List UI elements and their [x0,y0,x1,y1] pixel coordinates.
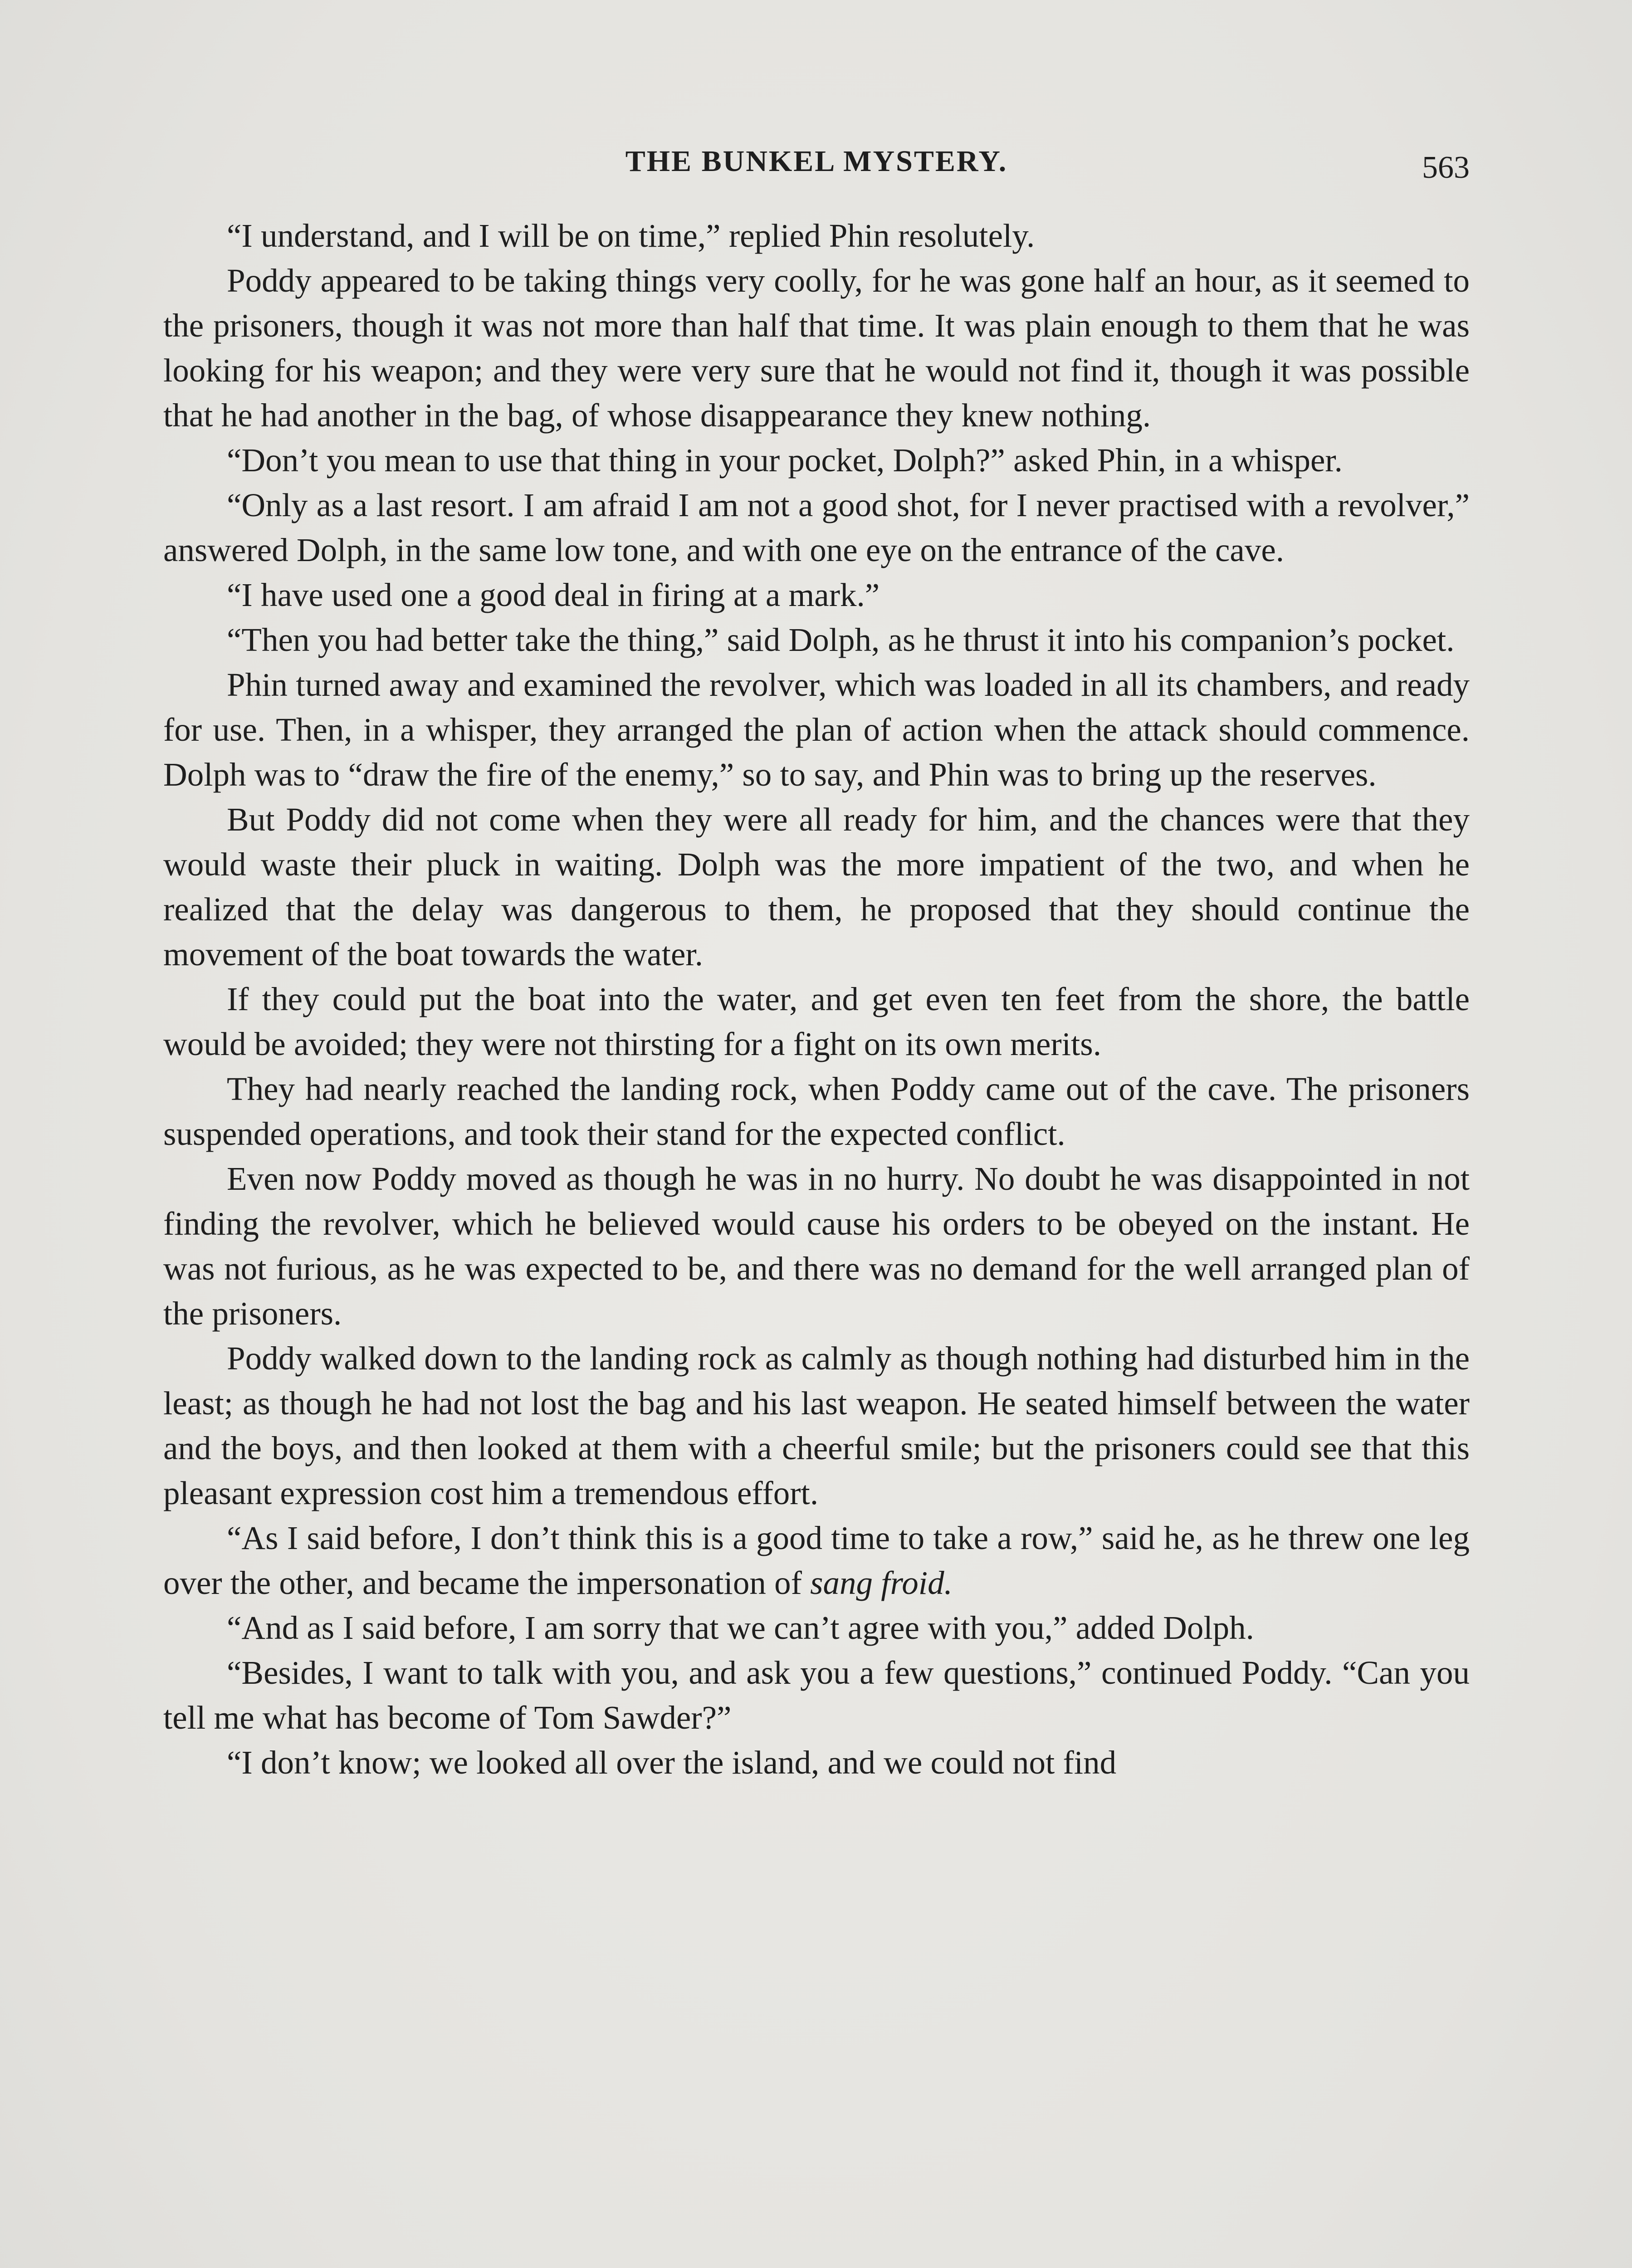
running-title: THE BUNKEL MYSTERY. [625,145,1008,178]
paragraph: “Only as a last resort. I am afraid I am not a good shot, for I never practised with a revolver,” answered Dolph, in the same low tone, and with one eye on the entrance of the cave. [163,487,1470,568]
paragraph: “Besides, I want to talk with you, and ask you a few questions,” continued Poddy. “Can you tell me what has become of Tom Sawder?” [163,1654,1470,1736]
body-text [163,213,1470,1785]
paragraph: “Then you had better take the thing,” said Dolph, as he thrust it into his companion’s pocket. [227,621,1455,658]
paragraph: Even now Poddy moved as though he was in no hurry. No doubt he was disappointed in not finding the revolver, which he believed would cause his orders to be obeyed on the instant. He was not furious, as he was expected to be, and there was no demand for the well arranged plan of the prisoners. [163,1160,1470,1332]
paragraph: “Don’t you mean to use that thing in your pocket, Dolph?” asked Phin, in a whisper. [227,442,1343,479]
page-header [163,136,1470,191]
paragraph: If they could put the boat into the water, and get even ten feet from the shore, the battle would be avoided; they were not thirsting for a fight on its own merits. [163,981,1470,1062]
paragraph: “I don’t know; we looked all over the island, and we could not find [227,1744,1117,1781]
paragraph: Phin turned away and examined the revolver, which was loaded in all its chambers, and ready for use. Then, in a whisper, they arranged the plan of action when the attack should commence. Dolph was to “draw the fire of the enemy,” so to say, and Phin was to bring up the reserves. [163,666,1470,793]
paragraph: “I understand, and I will be on time,” replied Phin resolutely. [227,217,1035,254]
paragraph: But Poddy did not come when they were all ready for him, and the chances were that they would waste their pluck in waiting. Dolph was the more impatient of the two, and when he realized that the delay was dangerous to them, he proposed that they should continue the movement of the boat towards the water. [163,801,1470,973]
paragraph [163,1515,1470,1605]
paragraph: Poddy appeared to be taking things very coolly, for he was gone half an hour, as it seemed to the prisoners, though it was not more than half that time. It was plain enough to them that he was looking for his weapon; and they were very sure that he would not find it, though it was possible that he had another in the bag, of whose disappearance they knew nothing. [163,262,1470,434]
paragraph: They had nearly reached the landing rock, when Poddy came out of the cave. The prisoners suspended operations, and took their stand for the expected conflict. [163,1070,1470,1152]
page-number: 563 [1422,150,1470,185]
paragraph: “And as I said before, I am sorry that we can’t agree with you,” added Dolph. [227,1609,1254,1646]
italic-phrase: sang froid. [810,1564,953,1601]
paragraph: “I have used one a good deal in firing at a mark.” [227,577,880,613]
paragraph: Poddy walked down to the landing rock as calmly as though nothing had disturbed him in the least; as though he had not lost the bag and his last weapon. He seated himself between the water and the boys, and then looked at them with a cheerful smile; but the prisoners could see that this pleasant expression cost him a tremendous effort. [163,1340,1470,1511]
paragraph-text: “As I said before, I don’t think this is a good time to take a row,” said he, as he threw one leg over the other, and became the impersonation of [163,1520,1470,1601]
